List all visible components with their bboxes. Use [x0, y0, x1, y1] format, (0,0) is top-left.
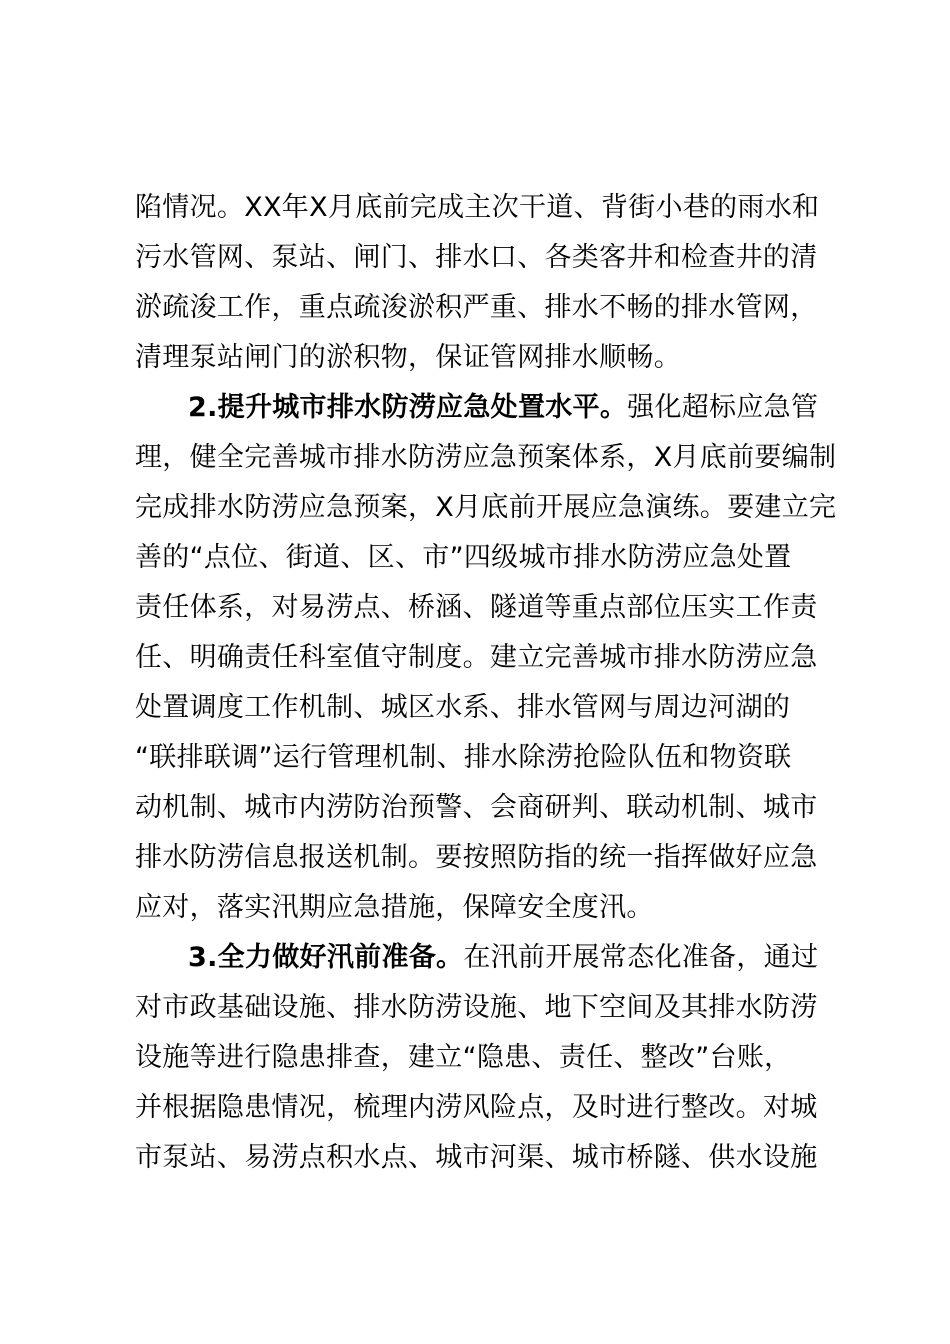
body-line: 排水防涝信息报送机制。要按照防指的统一指挥做好应急 — [135, 842, 818, 873]
body-line: 设施等进行隐患排查，建立“隐患、责任、整改”台账， — [135, 1042, 792, 1073]
body-line: 应对，落实汛期应急措施，保障安全度汛。 — [135, 892, 654, 923]
section-3-first-line-text: 在汛前开展常态化准备，通过 — [463, 942, 819, 973]
section-2-first-line-text: 强化超标应急管 — [627, 392, 819, 423]
body-line: 污水管网、泵站、闸门、排水口、各类客井和检查井的清 — [135, 242, 818, 273]
body-line: 处置调度工作机制、城区水系、排水管网与周边河湖的 — [135, 692, 791, 723]
body-line: 并根据隐患情况，梳理内涝风险点，及时进行整改。对城 — [135, 1092, 818, 1123]
body-line: 任、明确责任科室值守制度。建立完善城市排水防涝应急 — [135, 642, 818, 673]
body-line: 对市政基础设施、排水防涝设施、地下空间及其排水防涝 — [135, 992, 818, 1023]
section-2-heading: 2.提升城市排水防涝应急处置水平。 — [188, 392, 628, 423]
body-line: 理，健全完善城市排水防涝应急预案体系，X月底前要编制 — [135, 442, 837, 473]
section-3-first-line — [188, 933, 908, 983]
body-line: 责任体系，对易涝点、桥涵、隧道等重点部位压实工作责 — [135, 592, 818, 623]
section-2-first-line — [188, 383, 908, 433]
body-line: 善的“点位、街道、区、市”四级城市排水防涝应急处置 — [135, 542, 792, 573]
body-line: 清理泵站闸门的淤积物，保证管网排水顺畅。 — [135, 342, 681, 373]
body-line: 完成排水防涝应急预案，X月底前开展应急演练。要建立完 — [135, 492, 837, 523]
body-line: 淤疏浚工作，重点疏浚淤积严重、排水不畅的排水管网， — [135, 292, 818, 323]
body-line: 动机制、城市内涝防治预警、会商研判、联动机制、城市 — [135, 792, 818, 823]
body-line: 市泵站、易涝点积水点、城市河渠、城市桥隧、供水设施 — [135, 1142, 818, 1173]
body-line: “联排联调”运行管理机制、排水除涝抢险队伍和物资联 — [135, 742, 792, 773]
body-line: 陷情况。XX年X月底前完成主次干道、背街小巷的雨水和 — [135, 192, 820, 223]
section-3-heading: 3.全力做好汛前准备。 — [188, 942, 464, 973]
